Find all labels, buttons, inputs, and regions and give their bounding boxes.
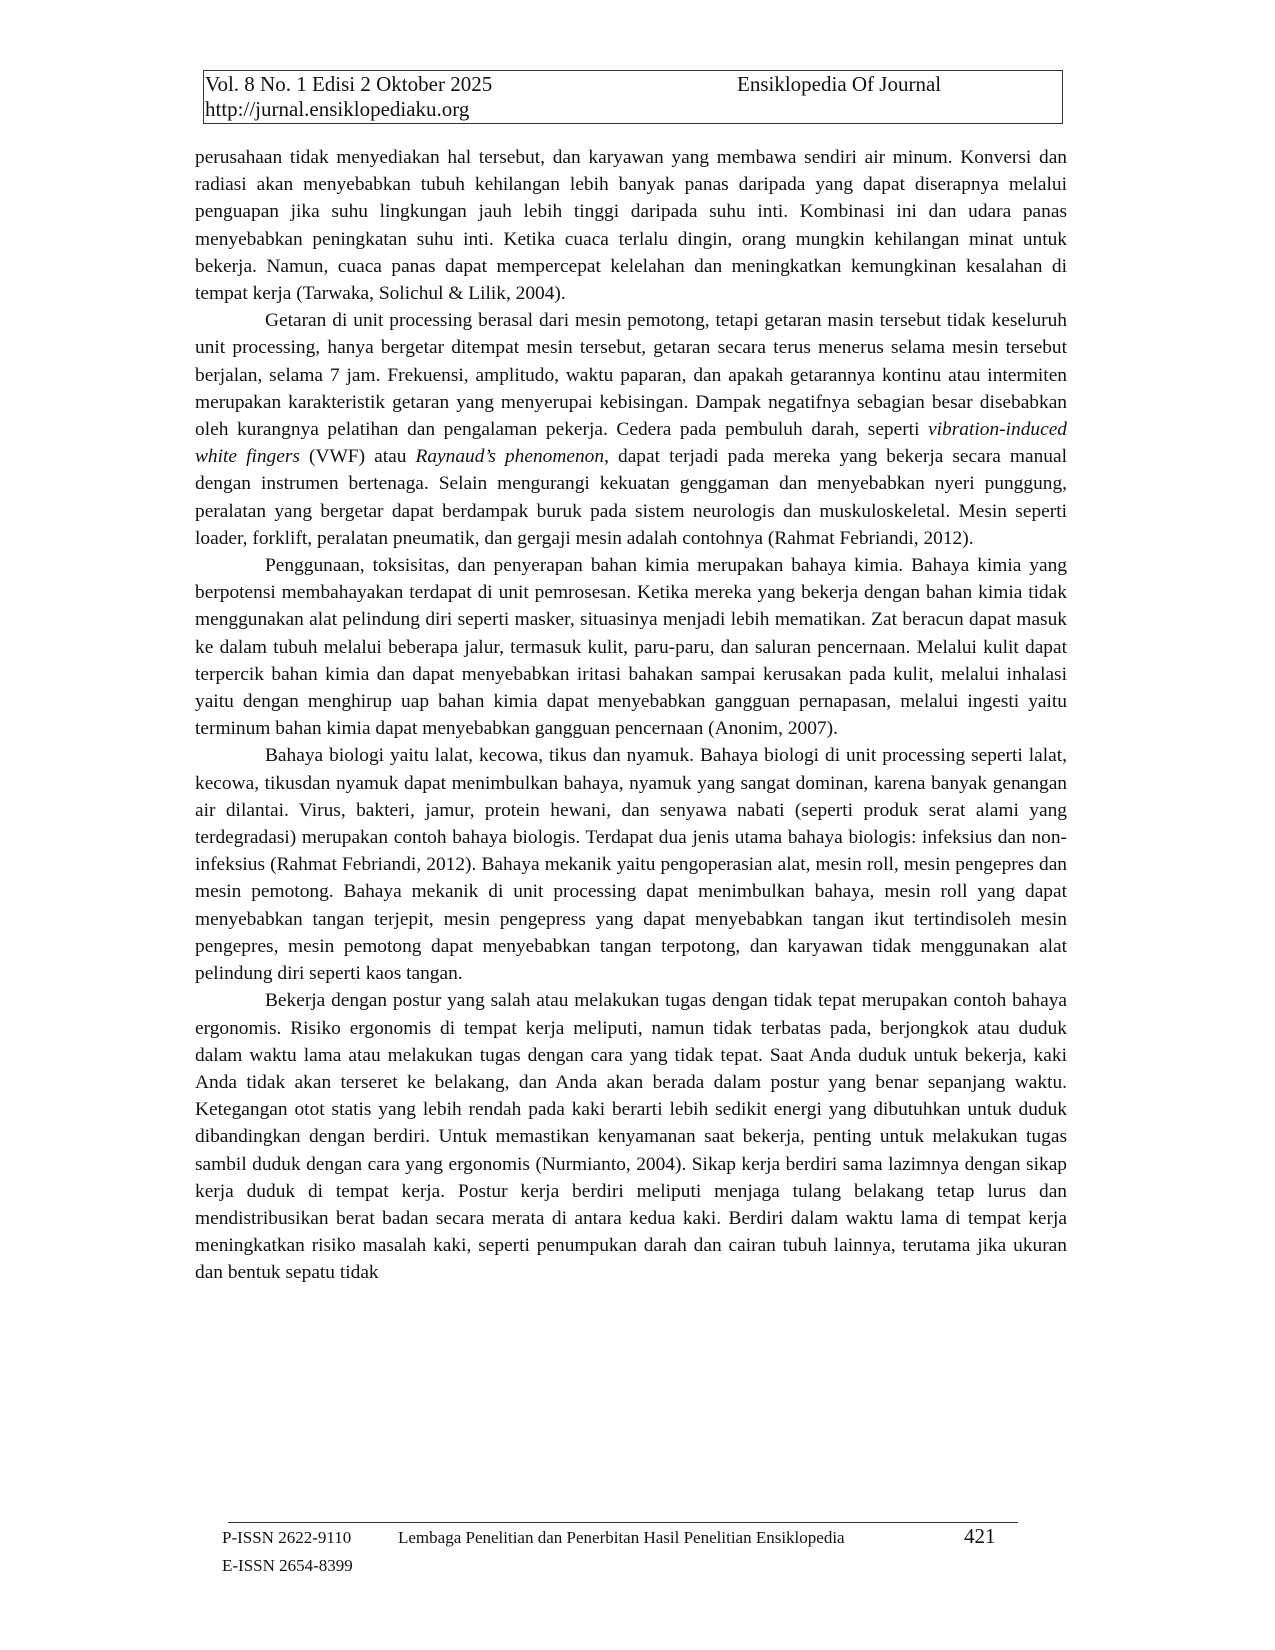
footer-e-issn: E-ISSN 2654-8399 bbox=[222, 1556, 353, 1575]
article-body bbox=[195, 144, 1067, 1287]
page-number: 421 bbox=[964, 1524, 996, 1548]
footer-divider bbox=[228, 1522, 1018, 1523]
header-journal-name: Ensiklopedia Of Journal bbox=[737, 72, 942, 96]
footer-p-issn: P-ISSN 2622-9110 bbox=[222, 1528, 352, 1547]
paragraph-continued: perusahaan tidak menyediakan hal tersebut, dan karyawan yang membawa sendiri air minum. Konversi dan radiasi akan menyebabkan tubuh kehilangan lebih banyak panas daripada yang dapat diserapnya melalui penguapan jika suhu lingkungan jauh lebih tinggi daripada suhu inti. Kombinasi ini dan udara panas menyebabkan peningkatan suhu inti. Ketika cuaca terlalu dingin, orang mungkin kehilangan minat untuk bekerja. Namun, cuaca panas dapat mempercepat kelelahan dan meningkatkan kemungkinan kesalahan di tempat kerja (Tarwaka, Solichul & Lilik, 2004). bbox=[195, 147, 1067, 305]
header-url: http://jurnal.ensiklopediaku.org bbox=[205, 97, 470, 121]
paragraph-text: Getaran di unit processing berasal dari mesin pemotong, tetapi getaran masin tersebut tidak keseluruh unit processing, hanya bergetar ditempat mesin tersebut, getaran secara terus menerus selama mesin tersebut berjalan, selama 7 jam. Frekuensi, amplitudo, waktu paparan, dan apakah getarannya kontinu atau intermiten merupakan karakteristik getaran yang menyerupai kebisingan. Dampak negatifnya sebagian besar disebabkan oleh kurangnya pelatihan dan pengalaman pekerja. Cedera pada pembuluh darah, seperti bbox=[195, 310, 1067, 441]
paragraph-text: , dapat terjadi pada mereka yang bekerja secara manual dengan instrumen bertenaga. Selain mengurangi kekuatan genggaman dan menyebabkan nyeri punggung, peralatan yang bergetar dapat berdampak buruk pada sistem neurologis dan muskuloskeletal. Mesin seperti loader, forklift, peralatan pneumatik, dan gergaji mesin adalah contohnya (Rahmat Febriandi, 2012). bbox=[195, 446, 1067, 549]
italic-term: Raynaud’s phenomenon bbox=[415, 446, 605, 468]
paragraph-biological: Bahaya biologi yaitu lalat, kecowa, tikus dan nyamuk. Bahaya biologi di unit processing seperti lalat, kecowa, tikusdan nyamuk dapat menimbulkan bahaya, nyamuk yang sangat dominan, karena banyak genangan air dilantai. Virus, bakteri, jamur, protein hewani, dan senyawa nabati (seperti produk serat alami yang terdegradasi) merupakan contoh bahaya biologis. Terdapat dua jenis utama bahaya biologis: infeksius dan non-infeksius (Rahmat Febriandi, 2012). Bahaya mekanik yaitu pengoperasian alat, mesin roll, mesin pengepres dan mesin pemotong. Bahaya mekanik di unit processing dapat menimbulkan bahaya, mesin roll yang dapat menyebabkan tangan terjepit, mesin pengepress yang dapat menyebabkan tangan ikut tertindisoleh mesin pengepres, mesin pemotong dapat menyebabkan tangan terpotong, dan karyawan tidak menggunakan alat pelindung diri seperti kaos tangan. bbox=[195, 745, 1067, 985]
paragraph-chemical: Penggunaan, toksisitas, dan penyerapan bahan kimia merupakan bahaya kimia. Bahaya kimia yang berpotensi membahayakan terdapat di unit pemrosesan. Ketika mereka yang bekerja dengan bahan kimia tidak menggunakan alat pelindung diri seperti masker, situasinya menjadi lebih mematikan. Zat beracun dapat masuk ke dalam tubuh melalui beberapa jalur, termasuk kulit, paru-paru, dan saluran pencernaan. Melalui kulit dapat terpercik bahan kimia dan dapat menyebabkan iritasi bahakan sampai kerusakan pada kulit, melalui inhalasi yaitu dengan menghirup uap bahan kimia dapat menyebabkan gangguan pernapasan, melalui ingesti yaitu terminum bahan kimia dapat menyebabkan gangguan pencernaan (Anonim, 2007). bbox=[195, 555, 1067, 740]
footer-publisher: Lembaga Penelitian dan Penerbitan Hasil Penelitian Ensiklopedia bbox=[398, 1528, 845, 1547]
paragraph-vibration bbox=[195, 307, 1067, 552]
italic-term: vibration-induced white fingers bbox=[195, 419, 1067, 468]
header-volume: Vol. 8 No. 1 Edisi 2 Oktober 2025 bbox=[205, 72, 493, 96]
paragraph-ergonomic: Bekerja dengan postur yang salah atau melakukan tugas dengan tidak tepat merupakan contoh bahaya ergonomis. Risiko ergonomis di tempat kerja meliputi, namun tidak terbatas pada, berjongkok atau duduk dalam waktu lama atau melakukan tugas dengan cara yang tidak tepat. Saat Anda duduk untuk bekerja, kaki Anda tidak akan terseret ke belakang, dan Anda akan berada dalam postur yang benar sepanjang waktu. Ketegangan otot statis yang lebih rendah pada kaki berarti lebih sedikit energi yang dibutuhkan untuk duduk dibandingkan dengan berdiri. Untuk memastikan kenyamanan saat bekerja, penting untuk melakukan tugas sambil duduk dengan cara yang ergonomis (Nurmianto, 2004). Sikap kerja berdiri sama lazimnya dengan sikap kerja duduk di tempat kerja. Postur kerja berdiri meliputi menjaga tulang belakang tetap lurus dan mendistribusikan berat badan secara merata di antara kedua kaki. Berdiri dalam waktu lama di tempat kerja meningkatkan risiko masalah kaki, seperti penumpukan darah dan cairan tubuh lainnya, terutama jika ukuran dan bentuk sepatu tidak bbox=[195, 990, 1067, 1284]
paragraph-text: (VWF) atau bbox=[299, 446, 416, 468]
